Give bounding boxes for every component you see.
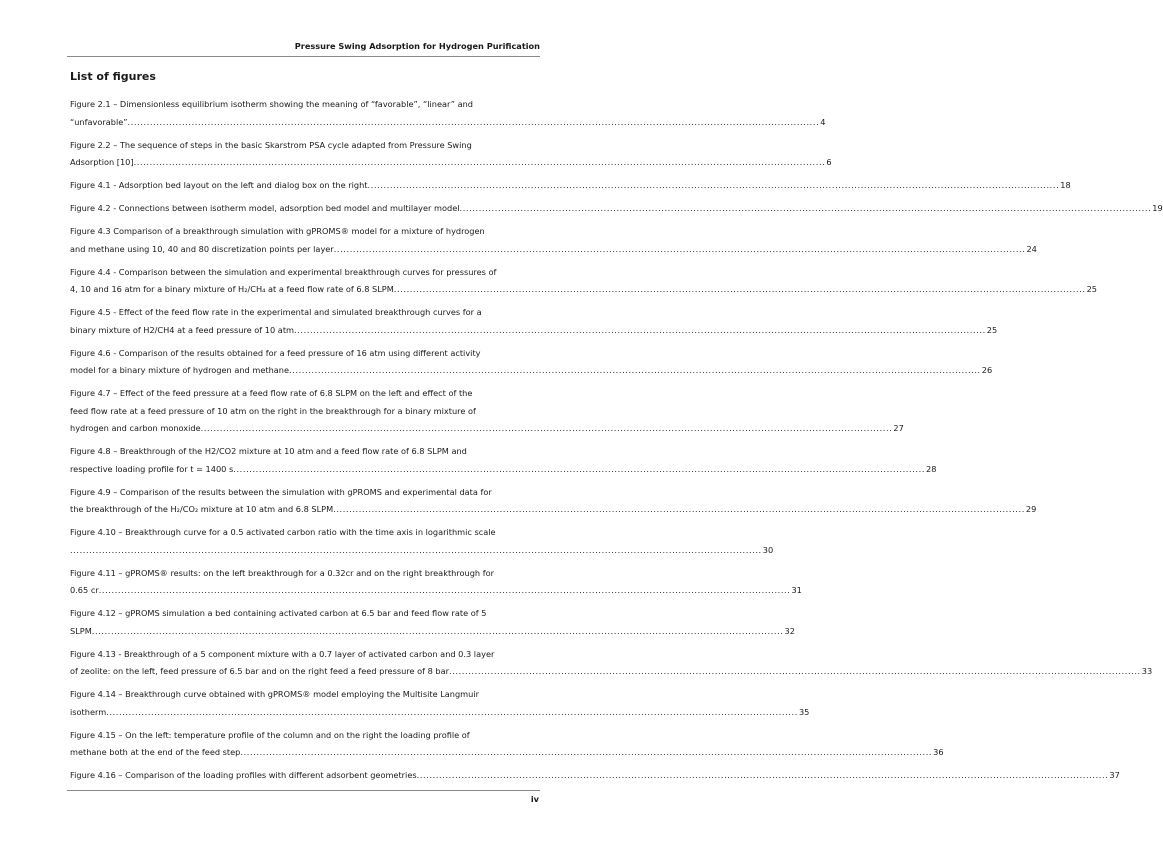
dot-leader <box>92 623 784 641</box>
dot-leader <box>334 241 1026 259</box>
figure-entry[interactable] <box>70 524 774 559</box>
figure-page-number: 25 <box>1086 284 1097 294</box>
figure-entry-text-line: Figure 4.12 – gPROMS simulation a bed containing activated carbon at 6.5 bar and feed flow rate of 5 <box>70 608 487 618</box>
figure-entry-last-line <box>70 542 774 560</box>
page-heading: List of figures <box>70 70 156 83</box>
figure-entry-text-line: Figure 4.4 - Comparison between the simulation and experimental breakthrough curves for pressures of <box>70 266 497 277</box>
figure-page-number: 19 <box>1152 203 1163 213</box>
figure-entry-last-line <box>70 767 1120 785</box>
figure-page-number: 4 <box>820 116 826 127</box>
figure-page-number: 32 <box>784 625 795 636</box>
figure-page-number: 6 <box>826 157 832 167</box>
figure-entry-text: the breakthrough of the H₂/CO₂ mixture at 10 atm and 6.8 SLPM <box>70 504 334 514</box>
figure-page-number: 25 <box>986 324 998 335</box>
dot-leader <box>394 281 1086 299</box>
figure-entry[interactable] <box>70 223 1037 258</box>
figure-entry-last-line <box>70 420 904 438</box>
running-header: Pressure Swing Adsorption for Hydrogen Purification <box>294 41 540 51</box>
figure-entry-text: isotherm <box>70 706 107 717</box>
figure-entry-last-line <box>70 362 993 380</box>
figure-entry-text-line: Figure 4.15 – On the left: temperature profile of the column and on the right the loading profile of <box>70 729 470 740</box>
figure-entry[interactable] <box>70 484 1037 519</box>
figure-entry-last-line <box>70 241 1037 259</box>
dot-leader <box>289 362 981 380</box>
figure-entry-last-line <box>70 177 1071 195</box>
figure-page-number: 30 <box>762 544 774 555</box>
dot-leader <box>460 200 1152 218</box>
figure-entry-last-line <box>70 582 802 600</box>
figure-entry-text-line: Figure 4.7 – Effect of the feed pressure at a feed flow rate of 6.8 SLPM on the left and effect of the <box>70 388 473 398</box>
figure-entry-text: 0.65 cr <box>70 585 99 595</box>
figure-entry-last-line <box>70 501 1037 519</box>
figure-entry-text-line: Figure 4.8 – Breakthrough of the H2/CO2 mixture at 10 atm and a feed flow rate of 6.8 SLPM and <box>70 446 467 456</box>
dot-leader <box>333 501 1025 519</box>
figure-entry-last-line <box>70 663 1153 681</box>
figure-entry-text: respective loading profile for t = 1400 s <box>70 463 234 474</box>
dot-leader <box>240 744 932 762</box>
figure-entry[interactable] <box>70 200 1163 218</box>
figure-entry-text-line: Figure 4.13 - Breakthrough of a 5 component mixture with a 0.7 layer of activated carbon and 0.3 layer <box>70 648 495 659</box>
figure-entry[interactable] <box>70 686 810 721</box>
figure-entry-text-line: Figure 2.1 – Dimensionless equilibrium isotherm showing the meaning of “favorable”, “linear” and <box>70 99 474 109</box>
figure-entry-text-line: Figure 4.14 – Breakthrough curve obtained with gPROMS® model employing the Multisite Langmuir <box>70 689 479 699</box>
figure-entry-text: “unfavorable” <box>70 116 128 127</box>
figure-entry-text: Adsorption [10] <box>70 157 134 167</box>
figure-entry[interactable] <box>70 264 1097 299</box>
dot-leader <box>99 582 791 600</box>
figure-entry-text: binary mixture of H2/CH4 at a feed pressure of 10 atm <box>70 324 295 335</box>
page-number: iv <box>530 794 539 804</box>
dot-leader <box>417 767 1109 785</box>
footer-rule <box>67 790 540 791</box>
figure-entry[interactable] <box>70 646 1153 681</box>
figure-entry[interactable] <box>70 137 832 172</box>
figure-entry-last-line <box>70 322 998 340</box>
figure-page-number: 31 <box>791 585 802 595</box>
dot-leader <box>106 704 798 722</box>
figure-entry[interactable] <box>70 565 802 600</box>
figure-list <box>70 96 1163 790</box>
figure-entry-text: Figure 4.16 – Comparison of the loading profiles with different adsorbent geometries <box>70 770 417 780</box>
figure-entry-last-line <box>70 114 826 132</box>
figure-entry-text: Figure 4.1 - Adsorption bed layout on the left and dialog box on the right <box>70 180 368 190</box>
figure-page-number: 29 <box>1025 504 1037 514</box>
figure-page-number: 28 <box>926 463 937 474</box>
figure-page-number: 26 <box>981 365 993 375</box>
figure-page-number: 18 <box>1060 180 1071 190</box>
figure-entry-last-line <box>70 623 795 641</box>
dot-leader <box>128 114 820 132</box>
dot-leader <box>70 542 762 560</box>
figure-entry-last-line <box>70 154 832 172</box>
figure-page-number: 35 <box>798 706 810 717</box>
figure-entry[interactable] <box>70 96 826 131</box>
figure-entry-text-line: Figure 4.10 – Breakthrough curve for a 0.5 activated carbon ratio with the time axis in logarithmic scale <box>70 527 496 537</box>
figure-entry-text-line: feed flow rate at a feed pressure of 10 atm on the right in the breakthrough for a binary mixture of <box>70 405 476 416</box>
figure-entry-text: methane both at the end of the feed step <box>70 747 241 757</box>
figure-entry[interactable] <box>70 767 1120 785</box>
figure-entry-text-line: Figure 4.3 Comparison of a breakthrough simulation with gPROMS® model for a mixture of hydrogen <box>70 226 485 236</box>
figure-entry[interactable] <box>70 605 795 640</box>
figure-entry[interactable] <box>70 177 1071 195</box>
figure-entry-text-line: Figure 4.11 – gPROMS® results: on the left breakthrough for a 0.32cr and on the right breakthrough for <box>70 567 494 578</box>
dot-leader <box>449 663 1141 681</box>
dot-leader <box>294 322 986 340</box>
figure-entry-last-line <box>70 704 810 722</box>
figure-entry[interactable] <box>70 304 998 339</box>
dot-leader <box>201 420 893 438</box>
figure-entry-text: and methane using 10, 40 and 80 discretization points per layer <box>70 243 334 254</box>
figure-page-number: 36 <box>933 747 944 757</box>
figure-entry-text: Figure 4.2 - Connections between isotherm model, adsorption bed model and multilayer model <box>70 203 460 213</box>
figure-entry[interactable] <box>70 727 944 762</box>
figure-page-number: 37 <box>1109 770 1120 780</box>
figure-entry-last-line <box>70 200 1163 218</box>
figure-entry-text-line: Figure 4.6 - Comparison of the results obtained for a feed pressure of 16 atm using different activity <box>70 347 481 358</box>
figure-page-number: 33 <box>1141 666 1153 676</box>
figure-entry-text: model for a binary mixture of hydrogen and methane <box>70 365 289 375</box>
figure-entry-text: SLPM <box>70 625 92 636</box>
figure-entry-text: hydrogen and carbon monoxide <box>70 423 201 433</box>
figure-entry-last-line <box>70 281 1097 299</box>
figure-entry[interactable] <box>70 443 937 478</box>
figure-entry-text: of zeolite: on the left, feed pressure of 6.5 bar and on the right feed a feed pressure of 8 bar <box>70 666 449 676</box>
header-rule <box>67 56 540 57</box>
figure-entry-text-line: Figure 2.2 – The sequence of steps in the basic Skarstrom PSA cycle adapted from Pressure Swing <box>70 139 472 150</box>
dot-leader <box>134 154 826 172</box>
figure-page-number: 27 <box>893 423 904 433</box>
figure-page-number: 24 <box>1026 243 1037 254</box>
figure-entry-text: 4, 10 and 16 atm for a binary mixture of H₂/CH₄ at a feed flow rate of 6.8 SLPM <box>70 284 394 294</box>
figure-entry[interactable] <box>70 345 993 380</box>
figure-entry-last-line <box>70 744 944 762</box>
figure-entry-text-line: Figure 4.5 - Effect of the feed flow rate in the experimental and simulated breakthrough curves for a <box>70 307 482 317</box>
dot-leader <box>368 177 1060 195</box>
figure-entry-text-line: Figure 4.9 – Comparison of the results between the simulation with gPROMS and experimental data for <box>70 486 492 497</box>
dot-leader <box>233 461 925 479</box>
figure-entry-last-line <box>70 461 937 479</box>
figure-entry[interactable] <box>70 385 904 438</box>
